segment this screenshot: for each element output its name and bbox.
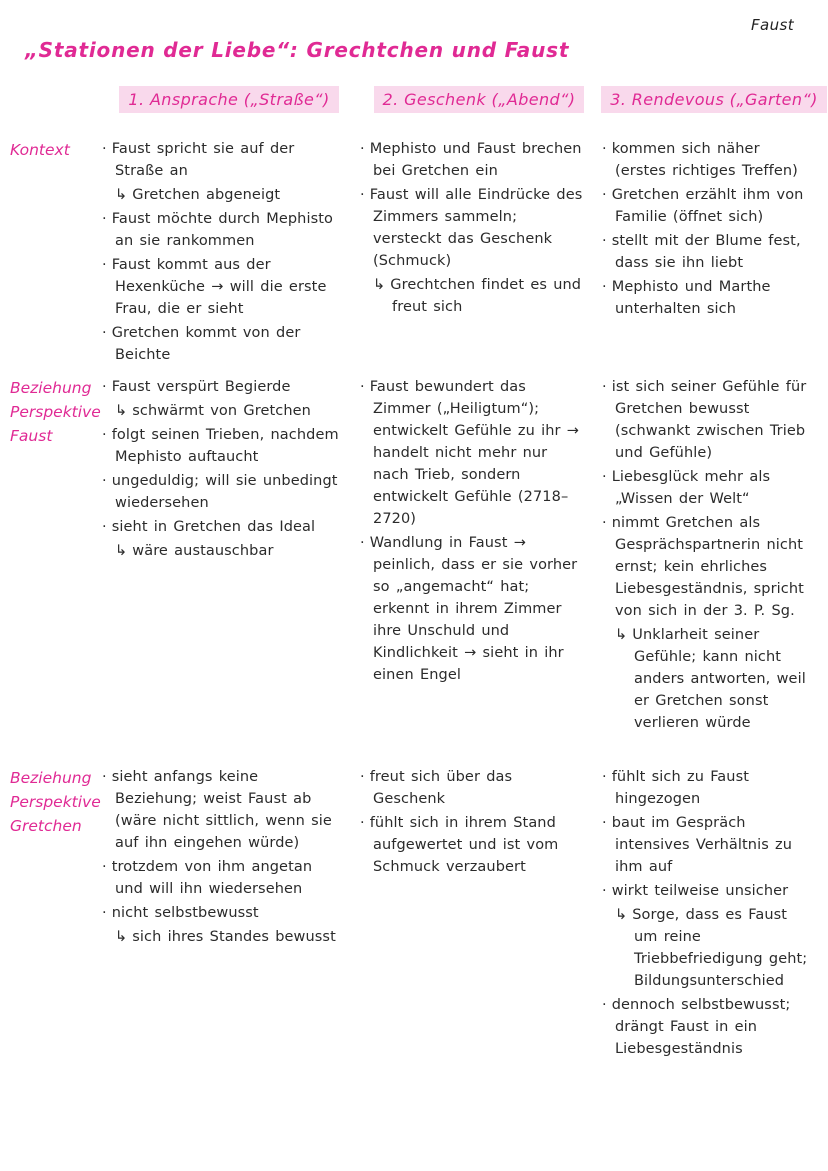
bullet-marker-icon: · [360,769,365,785]
column-header-2-label: 2. Geschenk („Abend“) [374,86,585,113]
bullet-marker-icon: · [102,519,107,535]
corner-note: Faust [750,16,794,34]
bullet-marker-icon: · [602,233,607,249]
bullet-marker-icon: · [602,469,607,485]
note-text: schwärmt von Gretchen [132,403,311,419]
bullet-marker-icon: · [102,473,107,489]
table-cell [100,368,358,758]
note-text: folgt seinen Trieben, nachdem Mephisto auftaucht [111,427,339,465]
bullet-marker-icon: · [602,815,607,831]
note-text: fühlt sich zu Faust hingezogen [611,769,750,807]
note-text: baut im Gespräch intensives Verhältnis zu ihm auf [611,815,793,875]
sub-note [602,904,814,992]
note-text: Wandlung in Faust → peinlich, dass er sie vorher so „angemacht“ hat; erkennt in ihrem Zimmer ihre Unschuld und Kindlichkeit → sieht in ihr einen Engel [369,535,578,683]
note-text: wirkt teilweise unsicher [611,883,789,899]
note [102,766,344,854]
note-text: fühlt sich in ihrem Stand aufgewertet und ist vom Schmuck verzaubert [369,815,559,875]
note [102,856,344,900]
note [360,532,586,686]
note-text: Gretchen erzählt ihm von Familie (öffnet sich) [611,187,804,225]
table-cell [600,368,828,758]
note [360,138,586,182]
table-cell [358,368,600,758]
note-text: sieht in Gretchen das Ideal [111,519,316,535]
note [102,470,344,514]
table-cell [358,758,600,1068]
arrow-marker-icon: ↳ [115,543,128,559]
arrow-marker-icon: ↳ [115,929,128,945]
row-label: Beziehung Perspektive Gretchen [10,769,101,835]
note [102,376,344,398]
note-text: dennoch selbstbewusst; drängt Faust in ein Liebesgeständnis [611,997,791,1057]
header-spacer [0,84,100,130]
note [102,208,344,252]
sub-note [102,926,344,948]
arrow-marker-icon: ↳ [115,187,128,203]
column-header-1-label: 1. Ansprache („Straße“) [119,86,338,113]
note-text: wäre austauschbar [132,543,274,559]
bullet-marker-icon: · [602,187,607,203]
note [360,376,586,530]
note [602,766,814,810]
bullet-marker-icon: · [102,859,107,875]
note [102,254,344,320]
table-cell [100,758,358,1068]
note-text: Sorge, dass es Faust um reine Triebbefriedigung geht; Bildungsunterschied [632,907,808,989]
note [602,376,814,464]
bullet-marker-icon: · [102,325,107,341]
sub-note [102,400,344,422]
arrow-marker-icon: ↳ [373,277,386,293]
sub-note [102,184,344,206]
note [102,424,344,468]
note-text: Gretchen kommt von der Beichte [111,325,301,363]
row-label: Kontext [10,141,70,159]
note [102,516,344,538]
note-text: Faust will alle Eindrücke des Zimmers sammeln; versteckt das Geschenk (Schmuck) [369,187,583,269]
note-text: nimmt Gretchen als Gesprächspartnerin nicht ernst; kein ehrliches Liebesgeständnis, spricht von sich in der 3. P. Sg. [611,515,804,619]
bullet-marker-icon: · [602,883,607,899]
bullet-marker-icon: · [102,769,107,785]
note-text: ungeduldig; will sie unbedingt wiedersehen [111,473,338,511]
bullet-marker-icon: · [602,769,607,785]
bullet-marker-icon: · [102,257,107,273]
note [602,512,814,622]
column-header-1 [100,84,358,130]
table-cell [600,130,828,368]
note-text: stellt mit der Blume fest, dass sie ihn liebt [611,233,801,271]
bullet-marker-icon: · [360,141,365,157]
bullet-marker-icon: · [102,211,107,227]
note-text: Unklarheit seiner Gefühle; kann nicht anders antworten, weil er Gretchen sonst verlieren würde [632,627,806,731]
note [360,812,586,878]
note-text: Faust spricht sie auf der Straße an [111,141,295,179]
arrow-marker-icon: ↳ [615,627,628,643]
note-text: Mephisto und Faust brechen bei Gretchen ein [369,141,582,179]
note [102,322,344,366]
note [602,812,814,878]
bullet-marker-icon: · [360,187,365,203]
bullet-marker-icon: · [102,905,107,921]
note-text: Gretchen abgeneigt [132,187,281,203]
note [360,766,586,810]
bullet-marker-icon: · [602,141,607,157]
note-text: Mephisto und Marthe unterhalten sich [611,279,771,317]
bullet-marker-icon: · [102,379,107,395]
note-text: Faust möchte durch Mephisto an sie rankommen [111,211,333,249]
note-text: trotzdem von ihm angetan und will ihn wiedersehen [111,859,313,897]
row-label: Beziehung Perspektive Faust [10,379,101,445]
column-header-2 [358,84,600,130]
page-title: „Stationen der Liebe“: Grechtchen und Faust [25,38,570,62]
sub-note [602,624,814,734]
bullet-marker-icon: · [360,815,365,831]
note-text: Faust kommt aus der Hexenküche → will die erste Frau, die er sieht [111,257,327,317]
note-text: Faust verspürt Begierde [111,379,291,395]
bullet-marker-icon: · [602,997,607,1013]
table-cell [100,130,358,368]
note-text: Grechtchen findet es und freut sich [390,277,582,315]
note [602,138,814,182]
column-header-3 [600,84,828,130]
note-text: Liebesglück mehr als „Wissen der Welt“ [611,469,771,507]
note-text: Faust bewundert das Zimmer („Heiligtum“); entwickelt Gefühle zu ihr → handelt nicht mehr nur nach Trieb, sondern entwickelt Gefühle (2718–2720) [369,379,580,527]
notes-table [0,84,828,1068]
note-text: nicht selbstbewusst [111,905,259,921]
arrow-marker-icon: ↳ [115,403,128,419]
bullet-marker-icon: · [102,427,107,443]
bullet-marker-icon: · [360,379,365,395]
note [602,880,814,902]
column-header-3-label: 3. Rendevous („Garten“) [601,86,827,113]
note [602,276,814,320]
arrow-marker-icon: ↳ [615,907,628,923]
note [602,230,814,274]
bullet-marker-icon: · [360,535,365,551]
bullet-marker-icon: · [602,279,607,295]
note [602,466,814,510]
note-text: freut sich über das Geschenk [369,769,513,807]
sub-note [360,274,586,318]
note-text: sich ihres Standes bewusst [132,929,336,945]
note [102,138,344,182]
note-text: kommen sich näher (erstes richtiges Treffen) [611,141,798,179]
note [360,184,586,272]
bullet-marker-icon: · [602,515,607,531]
table-cell [358,130,600,368]
note [602,184,814,228]
bullet-marker-icon: · [102,141,107,157]
sub-note [102,540,344,562]
note-text: sieht anfangs keine Beziehung; weist Faust ab (wäre nicht sittlich, wenn sie auf ihn eingehen würde) [111,769,332,851]
table-cell [600,758,828,1068]
note [102,902,344,924]
bullet-marker-icon: · [602,379,607,395]
note [602,994,814,1060]
note-text: ist sich seiner Gefühle für Gretchen bewusst (schwankt zwischen Trieb und Gefühle) [611,379,807,461]
